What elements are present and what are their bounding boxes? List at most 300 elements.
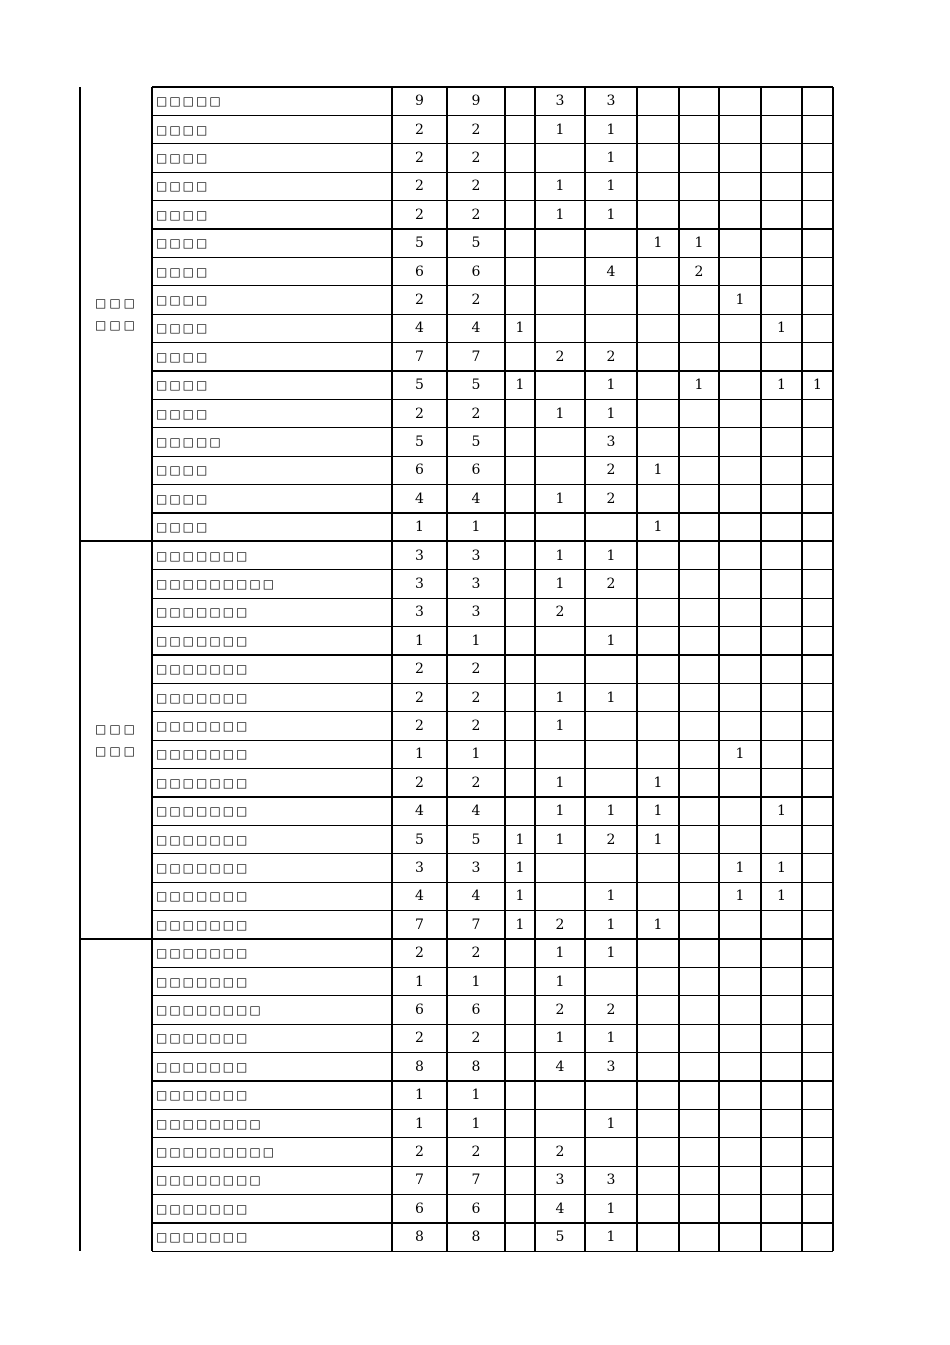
value-cell: [802, 201, 833, 229]
value-cell: [679, 513, 719, 541]
value-cell: [505, 797, 535, 825]
value-cell: 1: [606, 1115, 616, 1132]
value-cell: [679, 769, 719, 797]
value-cell: [761, 683, 802, 711]
value-cell: [585, 655, 637, 683]
value-cell: [719, 201, 761, 229]
value-cell: [505, 257, 535, 285]
value-cell: 6: [415, 1200, 424, 1217]
value-cell: [637, 371, 679, 399]
value-cell: [719, 683, 761, 711]
value-cell: 1: [653, 519, 663, 536]
value-cell: 1: [606, 1200, 616, 1217]
value-cell: 1: [555, 689, 565, 706]
value-cell: 6: [471, 1001, 481, 1018]
value-cell: [802, 627, 833, 655]
value-cell: 3: [471, 547, 481, 564]
value-cell: [802, 115, 833, 143]
row-name: □□□□: [156, 349, 210, 364]
value-cell: [802, 712, 833, 740]
value-cell: 6: [471, 1200, 481, 1217]
value-cell: [719, 1024, 761, 1052]
value-cell: [802, 1053, 833, 1081]
value-cell: [535, 144, 585, 172]
value-cell: [585, 1081, 637, 1109]
value-cell: [535, 257, 585, 285]
value-cell: 2: [471, 1030, 481, 1047]
row-name: □□□□: [156, 264, 210, 279]
value-cell: 2: [606, 831, 616, 848]
value-cell: 1: [515, 377, 525, 394]
value-cell: [679, 144, 719, 172]
value-cell: [637, 683, 679, 711]
value-cell: 3: [471, 604, 481, 621]
row-name: □□□□: [156, 520, 210, 535]
value-cell: 1: [653, 803, 663, 820]
value-cell: 2: [606, 1001, 616, 1018]
value-cell: [679, 797, 719, 825]
value-cell: 7: [471, 1172, 481, 1189]
value-cell: 3: [471, 575, 481, 592]
value-cell: 2: [415, 1143, 424, 1160]
value-cell: [679, 967, 719, 995]
value-cell: [637, 428, 679, 456]
value-cell: [802, 343, 833, 371]
value-cell: [679, 627, 719, 655]
value-cell: [719, 939, 761, 967]
value-cell: [761, 399, 802, 427]
value-cell: 4: [606, 263, 616, 280]
grid-line-horizontal: [152, 86, 833, 87]
value-cell: [505, 87, 535, 115]
row-name: □□□□: [156, 122, 210, 137]
value-cell: 3: [606, 93, 616, 110]
group-label-line: □□□: [95, 744, 139, 759]
value-cell: 5: [415, 433, 424, 450]
value-cell: [637, 1109, 679, 1137]
value-cell: [505, 683, 535, 711]
value-cell: 1: [735, 888, 745, 905]
value-cell: [679, 541, 719, 569]
value-cell: 1: [415, 1115, 424, 1132]
row-name: □□□□□□□: [156, 747, 250, 762]
value-cell: 1: [471, 746, 481, 763]
value-cell: [761, 627, 802, 655]
value-cell: [679, 1223, 719, 1251]
value-cell: 1: [606, 803, 616, 820]
value-cell: 1: [555, 490, 565, 507]
value-cell: [679, 172, 719, 200]
value-cell: 4: [555, 1058, 565, 1075]
value-cell: [637, 1195, 679, 1223]
value-cell: 2: [694, 263, 704, 280]
grid-line-vertical: [584, 87, 585, 1251]
value-cell: 1: [555, 803, 565, 820]
value-cell: 3: [415, 547, 424, 564]
value-cell: 5: [471, 235, 481, 252]
value-cell: [802, 144, 833, 172]
value-cell: [802, 229, 833, 257]
value-cell: [802, 485, 833, 513]
value-cell: [719, 456, 761, 484]
value-cell: [802, 399, 833, 427]
grid-line-horizontal: [152, 1251, 833, 1252]
value-cell: [505, 1138, 535, 1166]
value-cell: 5: [555, 1229, 565, 1246]
value-cell: [719, 399, 761, 427]
value-cell: [505, 627, 535, 655]
value-cell: 2: [415, 689, 424, 706]
value-cell: 2: [555, 1143, 565, 1160]
value-cell: [505, 1081, 535, 1109]
value-cell: 2: [555, 348, 565, 365]
value-cell: [719, 144, 761, 172]
value-cell: 1: [653, 462, 663, 479]
value-cell: [761, 769, 802, 797]
row-name: □□□□□□□: [156, 1059, 250, 1074]
value-cell: 2: [471, 405, 481, 422]
value-cell: [535, 428, 585, 456]
value-cell: [585, 229, 637, 257]
value-cell: [535, 456, 585, 484]
value-cell: [585, 769, 637, 797]
value-cell: 8: [415, 1229, 424, 1246]
value-cell: [719, 513, 761, 541]
value-cell: 3: [606, 433, 616, 450]
value-cell: 2: [606, 490, 616, 507]
row-name: □□□□□□□: [156, 1201, 250, 1216]
value-cell: [505, 996, 535, 1024]
value-cell: [637, 1138, 679, 1166]
value-cell: [637, 882, 679, 910]
value-cell: [802, 541, 833, 569]
value-cell: 7: [415, 348, 424, 365]
value-cell: 4: [415, 490, 424, 507]
value-cell: [679, 485, 719, 513]
value-cell: 5: [471, 831, 481, 848]
value-cell: [679, 343, 719, 371]
value-cell: 2: [471, 945, 481, 962]
value-cell: 1: [606, 916, 616, 933]
row-name: □□□□: [156, 321, 210, 336]
row-name: □□□□□□□: [156, 804, 250, 819]
value-cell: [761, 1053, 802, 1081]
value-cell: [505, 115, 535, 143]
value-cell: [585, 314, 637, 342]
value-cell: 3: [606, 1172, 616, 1189]
value-cell: [719, 967, 761, 995]
value-cell: [679, 201, 719, 229]
value-cell: [679, 911, 719, 939]
value-cell: [719, 797, 761, 825]
value-cell: [637, 314, 679, 342]
value-cell: [505, 1223, 535, 1251]
value-cell: [535, 655, 585, 683]
value-cell: [761, 740, 802, 768]
value-cell: [505, 939, 535, 967]
value-cell: [637, 1053, 679, 1081]
value-cell: 2: [606, 575, 616, 592]
value-cell: 1: [777, 377, 786, 394]
group-label: [81, 939, 151, 1251]
value-cell: 1: [606, 121, 616, 138]
value-cell: [802, 911, 833, 939]
value-cell: 1: [515, 831, 525, 848]
value-cell: 4: [555, 1200, 565, 1217]
value-cell: [637, 1024, 679, 1052]
value-cell: [505, 541, 535, 569]
value-cell: [719, 712, 761, 740]
value-cell: [761, 967, 802, 995]
value-cell: [637, 485, 679, 513]
value-cell: [679, 939, 719, 967]
value-cell: 4: [471, 490, 481, 507]
value-cell: 1: [515, 320, 525, 337]
value-cell: [637, 1081, 679, 1109]
value-cell: [761, 485, 802, 513]
value-cell: [719, 1166, 761, 1194]
value-cell: 1: [471, 519, 481, 536]
value-cell: 8: [471, 1229, 481, 1246]
value-cell: [637, 201, 679, 229]
value-cell: 1: [415, 746, 424, 763]
value-cell: [505, 1109, 535, 1137]
value-cell: 2: [471, 661, 481, 678]
value-cell: 1: [606, 689, 616, 706]
value-cell: [761, 257, 802, 285]
row-name: □□□□: [156, 491, 210, 506]
value-cell: [505, 399, 535, 427]
grid-line-vertical: [801, 87, 802, 1251]
value-cell: [679, 854, 719, 882]
value-cell: [802, 1195, 833, 1223]
row-name: □□□□□: [156, 94, 223, 109]
value-cell: 1: [415, 632, 424, 649]
value-cell: [802, 854, 833, 882]
grid-line-vertical: [79, 87, 80, 1251]
value-cell: [505, 655, 535, 683]
value-cell: [585, 1138, 637, 1166]
value-cell: 6: [415, 1001, 424, 1018]
value-cell: 1: [777, 888, 786, 905]
value-cell: [637, 967, 679, 995]
value-cell: [585, 854, 637, 882]
value-cell: 2: [415, 149, 424, 166]
value-cell: [802, 996, 833, 1024]
value-cell: 1: [735, 746, 745, 763]
row-name: □□□□: [156, 179, 210, 194]
value-cell: [505, 967, 535, 995]
value-cell: 1: [606, 547, 616, 564]
value-cell: 9: [471, 93, 481, 110]
value-cell: 4: [415, 888, 424, 905]
value-cell: [505, 769, 535, 797]
value-cell: 3: [471, 859, 481, 876]
value-cell: 6: [471, 263, 481, 280]
value-cell: [535, 371, 585, 399]
value-cell: [505, 1195, 535, 1223]
value-cell: [585, 286, 637, 314]
value-cell: 1: [735, 859, 745, 876]
value-cell: 1: [515, 916, 525, 933]
row-name: □□□□□□□□: [156, 1002, 263, 1017]
value-cell: [535, 229, 585, 257]
value-cell: [761, 541, 802, 569]
value-cell: 1: [653, 774, 663, 791]
value-cell: [761, 1081, 802, 1109]
value-cell: 3: [606, 1058, 616, 1075]
value-cell: [802, 428, 833, 456]
value-cell: [761, 343, 802, 371]
grid-line-vertical: [760, 87, 761, 1251]
value-cell: [761, 996, 802, 1024]
value-cell: [637, 1223, 679, 1251]
value-cell: [505, 456, 535, 484]
value-cell: [535, 1081, 585, 1109]
value-cell: [505, 740, 535, 768]
value-cell: [679, 1195, 719, 1223]
value-cell: [505, 1166, 535, 1194]
value-cell: 5: [415, 831, 424, 848]
value-cell: [802, 598, 833, 626]
value-cell: [802, 655, 833, 683]
value-cell: 9: [415, 93, 424, 110]
value-cell: [637, 115, 679, 143]
value-cell: 4: [415, 320, 424, 337]
value-cell: [802, 456, 833, 484]
value-cell: [535, 627, 585, 655]
value-cell: [719, 570, 761, 598]
value-cell: [679, 1024, 719, 1052]
value-cell: [802, 172, 833, 200]
value-cell: 6: [415, 462, 424, 479]
value-cell: [535, 1109, 585, 1137]
value-cell: [802, 939, 833, 967]
value-cell: [585, 740, 637, 768]
value-cell: 1: [515, 859, 525, 876]
row-name: □□□□□□□: [156, 718, 250, 733]
value-cell: 7: [415, 1172, 424, 1189]
value-cell: 1: [606, 1030, 616, 1047]
value-cell: [719, 314, 761, 342]
value-cell: [761, 825, 802, 853]
value-cell: [637, 541, 679, 569]
value-cell: [585, 967, 637, 995]
value-cell: [679, 570, 719, 598]
value-cell: [637, 712, 679, 740]
value-cell: 1: [415, 519, 424, 536]
row-name: □□□□□□□: [156, 889, 250, 904]
value-cell: [505, 172, 535, 200]
row-name: □□□□: [156, 292, 210, 307]
value-cell: [679, 1109, 719, 1137]
value-cell: 2: [471, 774, 481, 791]
value-cell: 6: [415, 263, 424, 280]
value-cell: [761, 115, 802, 143]
value-cell: 1: [777, 859, 786, 876]
value-cell: 1: [555, 405, 565, 422]
value-cell: [802, 1138, 833, 1166]
value-cell: [679, 456, 719, 484]
value-cell: 1: [415, 973, 424, 990]
value-cell: 1: [471, 973, 481, 990]
value-cell: [505, 201, 535, 229]
value-cell: 2: [415, 774, 424, 791]
value-cell: [719, 825, 761, 853]
value-cell: [505, 570, 535, 598]
value-cell: [802, 683, 833, 711]
value-cell: [719, 1223, 761, 1251]
value-cell: 4: [471, 803, 481, 820]
value-cell: 1: [555, 547, 565, 564]
grid-line-vertical: [391, 87, 392, 1251]
value-cell: [719, 371, 761, 399]
group-label-line: □□□: [95, 296, 139, 311]
value-cell: [535, 882, 585, 910]
value-cell: 2: [415, 717, 424, 734]
value-cell: 2: [415, 206, 424, 223]
value-cell: [802, 797, 833, 825]
value-cell: [761, 144, 802, 172]
value-cell: [719, 87, 761, 115]
value-cell: [637, 286, 679, 314]
value-cell: 2: [471, 121, 481, 138]
value-cell: 2: [471, 689, 481, 706]
value-cell: 1: [606, 206, 616, 223]
value-cell: [535, 513, 585, 541]
value-cell: [761, 911, 802, 939]
grid-line-vertical: [504, 87, 505, 1251]
grid-line-vertical: [678, 87, 679, 1251]
value-cell: [637, 627, 679, 655]
grid-line-vertical: [718, 87, 719, 1251]
value-cell: [719, 343, 761, 371]
value-cell: [679, 87, 719, 115]
value-cell: 7: [471, 348, 481, 365]
group-label: [81, 541, 151, 939]
value-cell: [505, 144, 535, 172]
value-cell: 2: [415, 945, 424, 962]
value-cell: 1: [555, 575, 565, 592]
value-cell: 1: [606, 405, 616, 422]
value-cell: [535, 854, 585, 882]
value-cell: 2: [471, 149, 481, 166]
value-cell: 2: [606, 462, 616, 479]
value-cell: [761, 712, 802, 740]
value-cell: [679, 655, 719, 683]
value-cell: [719, 769, 761, 797]
value-cell: [761, 513, 802, 541]
row-name: □□□□: [156, 463, 210, 478]
row-name: □□□□□□□: [156, 662, 250, 677]
value-cell: 1: [735, 291, 745, 308]
value-cell: 5: [471, 377, 481, 394]
value-cell: [761, 1138, 802, 1166]
value-cell: [679, 115, 719, 143]
row-name: □□□□□□□: [156, 860, 250, 875]
row-name: □□□□□□□: [156, 974, 250, 989]
value-cell: 5: [415, 377, 424, 394]
value-cell: 1: [471, 632, 481, 649]
value-cell: [679, 740, 719, 768]
value-cell: 1: [653, 916, 663, 933]
value-cell: [637, 598, 679, 626]
value-cell: [637, 172, 679, 200]
grid-line-vertical: [636, 87, 637, 1251]
value-cell: 1: [606, 377, 616, 394]
value-cell: [679, 882, 719, 910]
value-cell: 1: [415, 1087, 424, 1104]
